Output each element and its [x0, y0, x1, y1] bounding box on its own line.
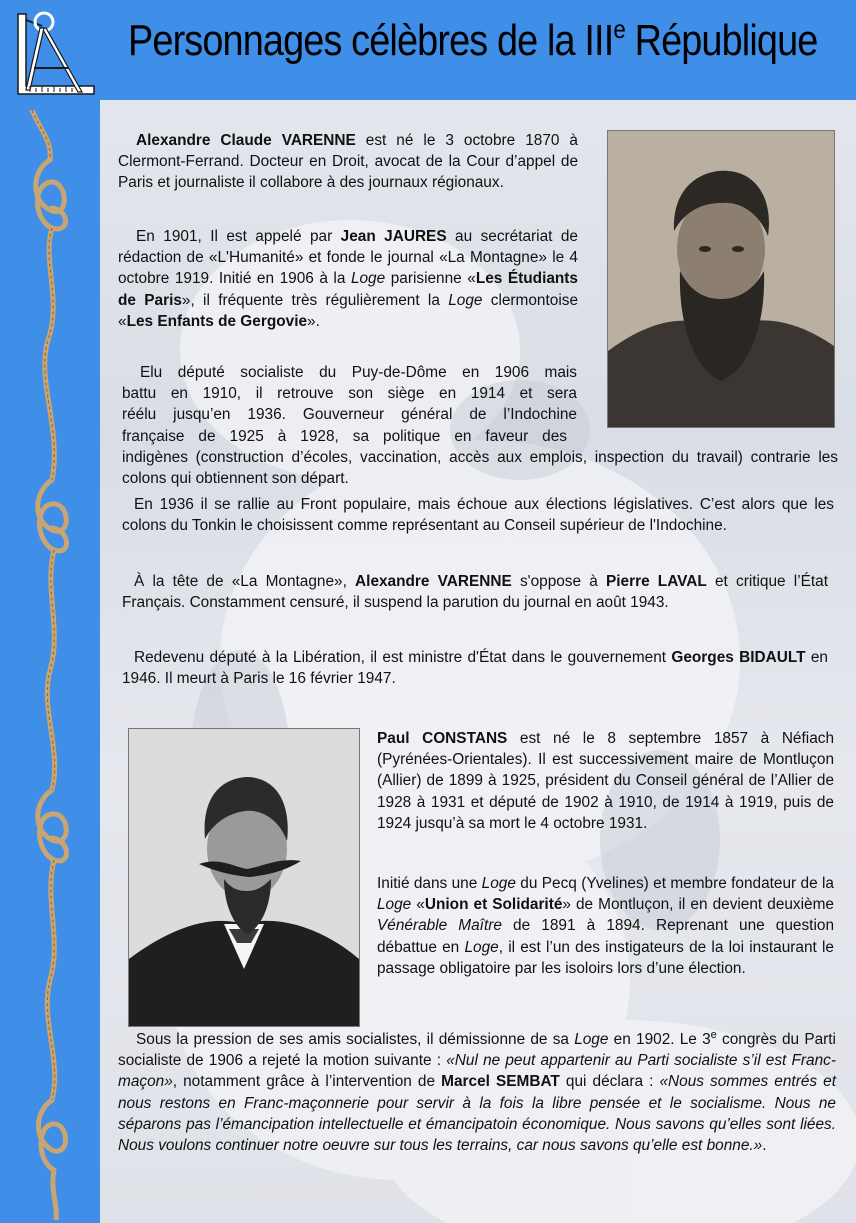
header-bar [0, 0, 856, 100]
varenne-portrait-photo [607, 130, 835, 428]
constans-portrait-photo [128, 728, 360, 1027]
constans-demission-paragraph: Sous la pression de ses amis socialistes, il démissionne de sa Loge en 1902. Le 3e congrès du Parti socialiste de 1906 a rejeté la motion suivante : «Nul ne peut appartenir au Parti socialiste s’il est Franc-maçon», notamment grâce à l’intervention de Marcel SEMBAT qui déclara : «Nous sommes entrés et nous restons en Franc-maçonnerie pour servir à la fois la libre pensée et le socialisme. Nous ne séparons pas l’émancipation intellectuelle et émancipatoin économique. Nous savons qu’elles sont liées. Nous voulons continuer notre oeuvre sur tous les terrains, car nous savons qu’elle est bonne.». [118, 1028, 836, 1155]
varenne-front-populaire-paragraph: En 1936 il se rallie au Front populaire, mais échoue aux élections législatives. C’est alors que les colons du Tonkin le choisissent comme représentant au Conseil supérieur de l'Indochine. [122, 496, 834, 535]
varenne-jaures-paragraph: En 1901, Il est appelé par Jean JAURES au secrétariat de rédaction de «L'Humanité» et fonde le journal «La Montagne» le 4 octobre 1919. Initié en 1906 à la Loge parisienne «Les Étudiants de Paris», il fréquente très régulièrement la Loge clermontoise «Les Enfants de Gergovie». [118, 228, 579, 330]
varenne-depute-paragraph: Elu député socialiste du Puy-de-Dôme en 1906 mais battu en 1910, il retrouve son siège en 1914 et sera réélu jusqu’en 1936. Gouverneur général de l’Indochine française de 1925 à 1928, sa politique en faveur des indigènes (construction d’écoles, vaccination, accès aux emplois, inspection du travail) contrarie les colons qui obtiennent son départ. [122, 364, 838, 488]
page-title: Personnages célèbres de la IIIe République [128, 14, 818, 65]
varenne-intro-paragraph: Alexandre Claude VARENNE est né le 3 octobre 1870 à Clermont-Ferrand. Docteur en Droit, avocat de la Cour d’appel de Paris et journaliste il collabore à des journaux régionaux. [118, 132, 578, 192]
knotted-rope-decoration [22, 110, 78, 1220]
constans-intro-paragraph: Paul CONSTANS est né le 8 septembre 1857 à Néfiach (Pyrénées-Orientales). Il est successivement maire de Montluçon (Allier) de 1899 à 1925, président du Conseil général de l’Allier de 1928 à 1931 et député de 1902 à 1910, de 1914 à 1919, puis de 1924 jusqu’à sa mort le 4 octobre 1931. [377, 730, 835, 832]
compass-square-logo [6, 6, 96, 98]
varenne-liberation-paragraph: Redevenu député à la Libération, il est ministre d'État dans le gouvernement Georges BIDAULT en 1946. Il meurt à Paris le 16 février 1947. [122, 649, 828, 688]
constans-loge-paragraph: Initié dans une Loge du Pecq (Yvelines) et membre fondateur de la Loge «Union et Solidarité» de Montluçon, il en devient deuxième Vénérable Maître de 1891 à 1894. Reprenant une question débattue en Loge, il est l’un des instigateurs de la loi instaurant le passage obligatoire par les isoloirs lors d’une élection. [377, 875, 834, 977]
varenne-la-montagne-paragraph: À la tête de «La Montagne», Alexandre VARENNE s'oppose à Pierre LAVAL et critique l’État Français. Constamment censuré, il suspend la parution du journal en août 1943. [122, 573, 828, 612]
